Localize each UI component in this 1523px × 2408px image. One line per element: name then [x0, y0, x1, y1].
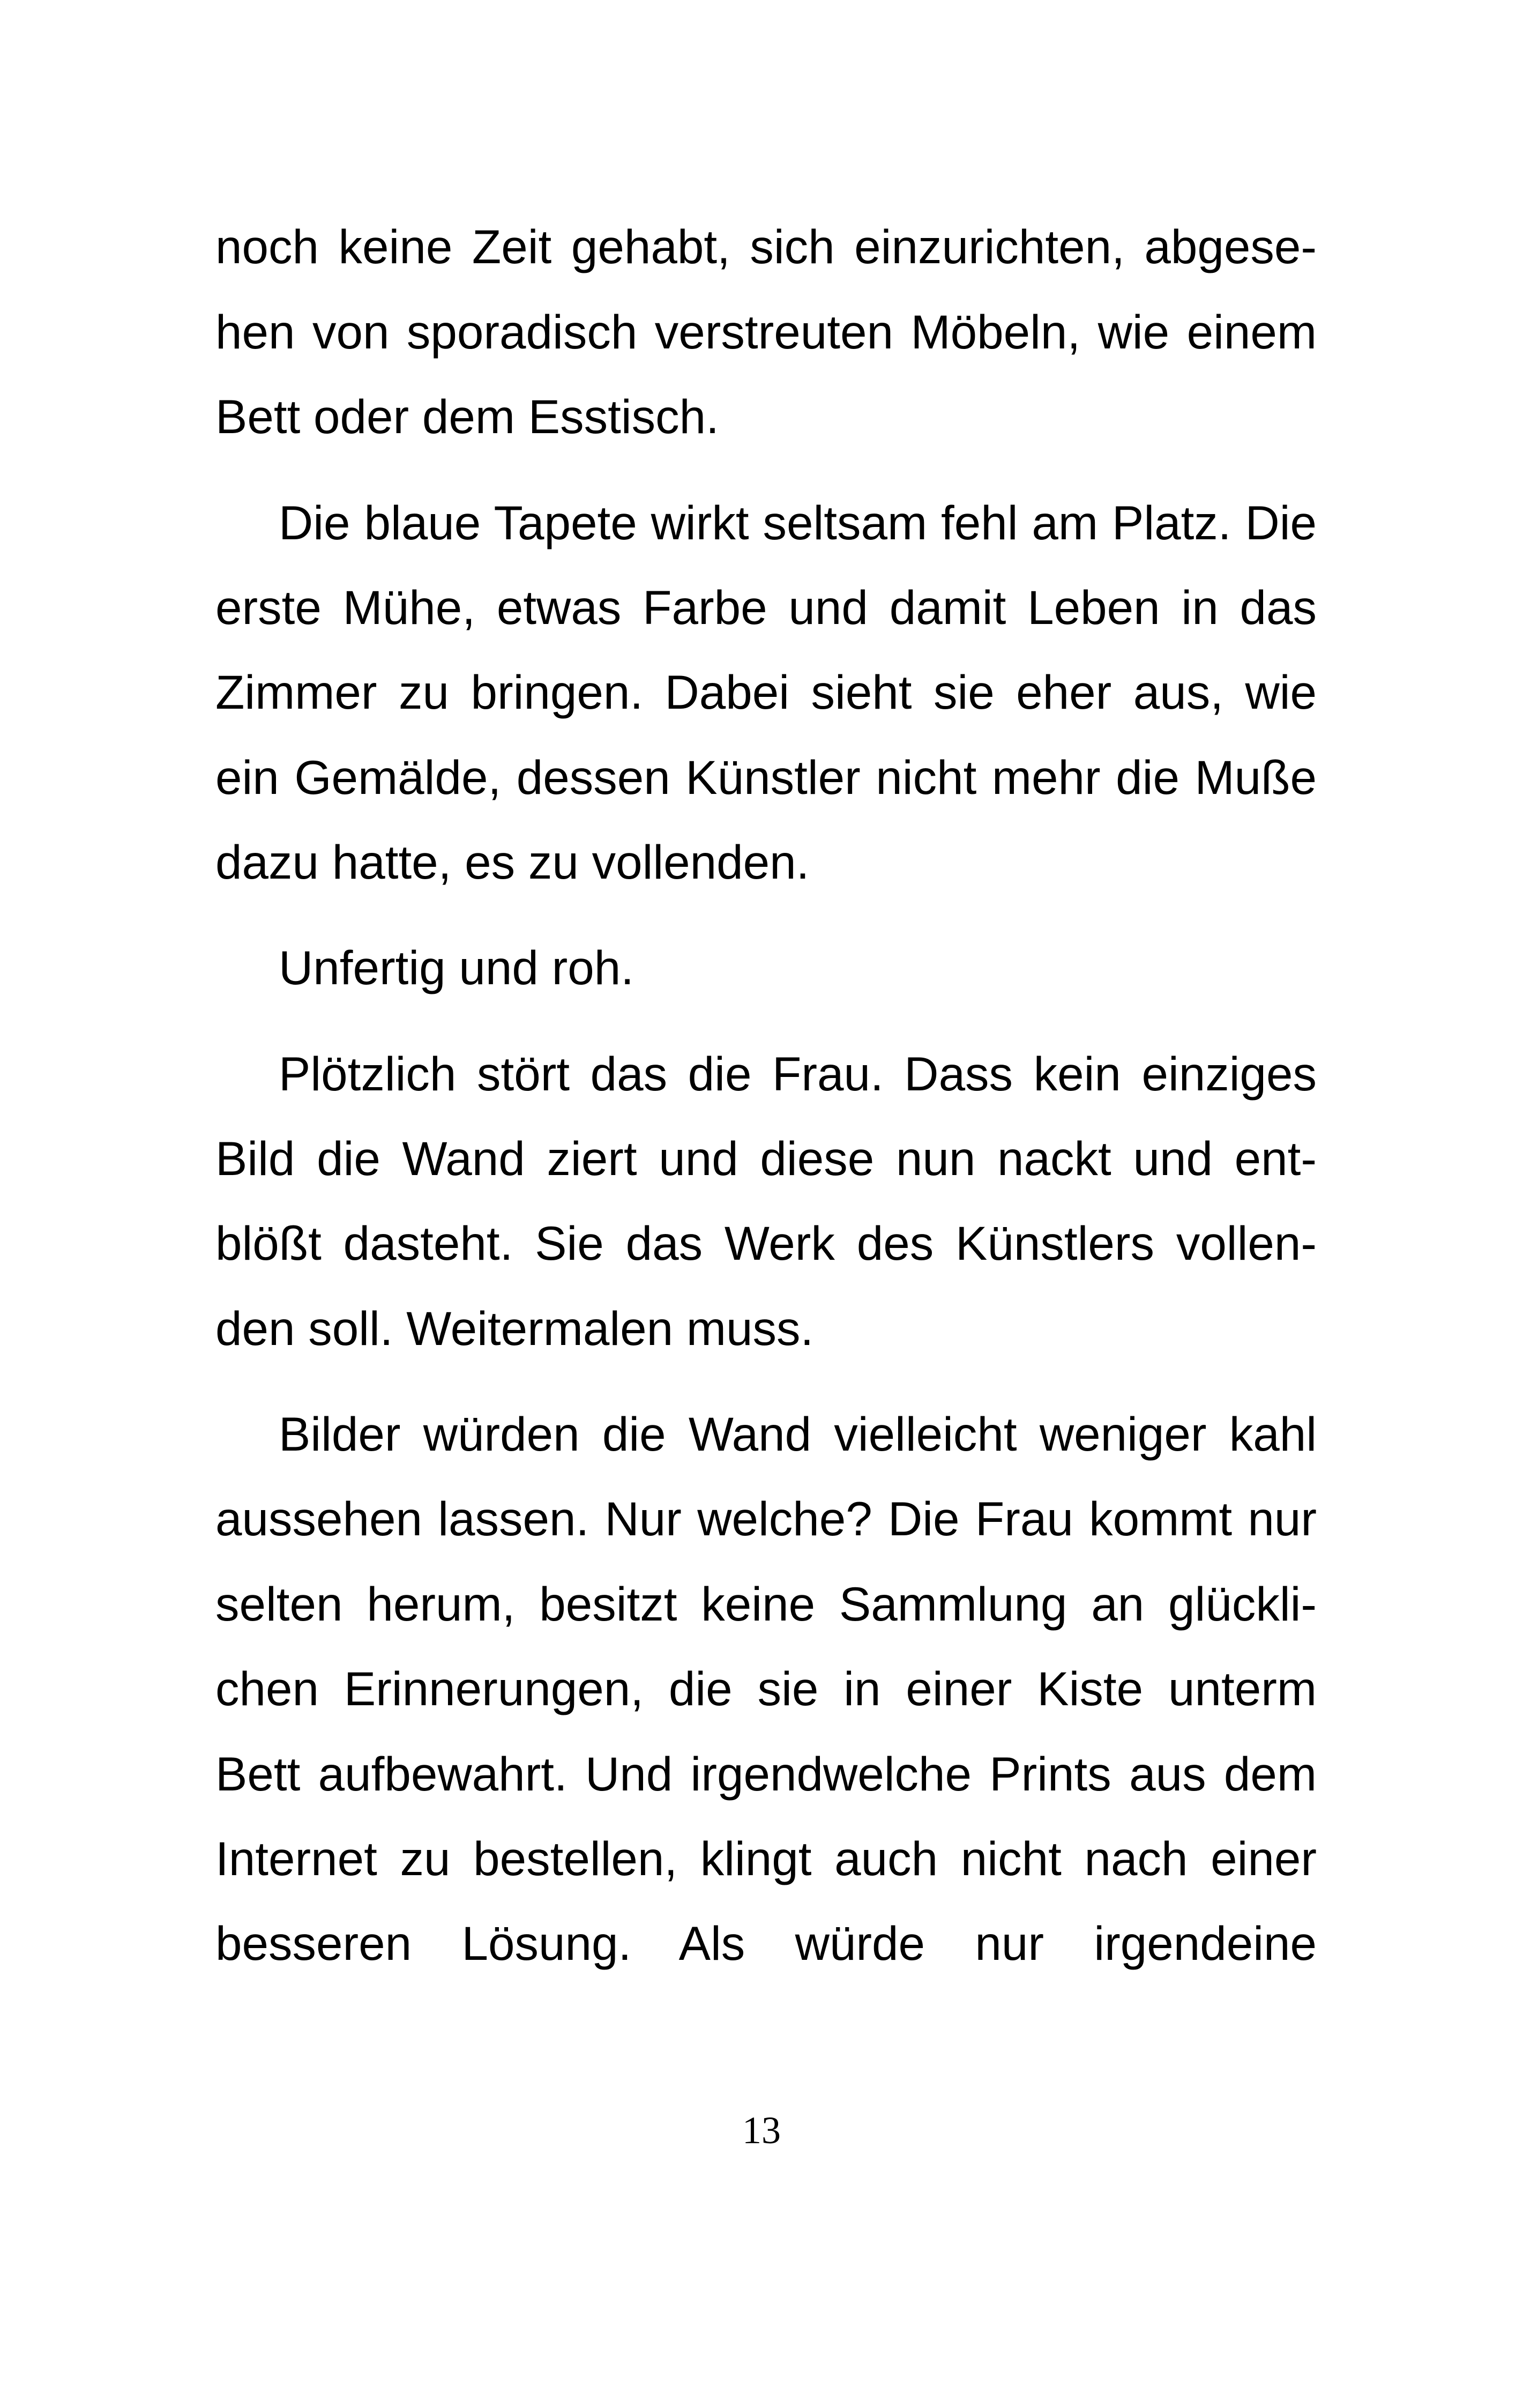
- text-line: besseren Lösung. Als würde nur irgendeine: [215, 1916, 1317, 1970]
- text-line: aussehen lassen. Nur welche? Die Frau kommt nur: [215, 1492, 1317, 1545]
- text-line: Bett oder dem Esstisch.: [215, 390, 719, 443]
- text-line: selten herum, besitzt keine Sammlung an glückli-: [215, 1577, 1317, 1631]
- text-line: Bett aufbewahrt. Und irgendwelche Prints aus dem: [215, 1747, 1317, 1801]
- page-number: 13: [742, 2109, 781, 2152]
- text-line: ein Gemälde, dessen Künstler nicht mehr die Muße: [215, 750, 1317, 804]
- text-line: hen von sporadisch verstreuten Möbeln, wie einem: [215, 305, 1317, 359]
- text-line: Plötzlich stört das die Frau. Dass kein einziges: [279, 1047, 1317, 1101]
- text-line: noch keine Zeit gehabt, sich einzurichten, abgese-: [215, 220, 1317, 273]
- text-line: Bild die Wand ziert und diese nun nackt und ent-: [215, 1132, 1317, 1185]
- text-line: chen Erinnerungen, die sie in einer Kiste unterm: [215, 1662, 1317, 1715]
- text-line: Zimmer zu bringen. Dabei sieht sie eher aus, wie: [215, 665, 1317, 719]
- text-line: dazu hatte, es zu vollenden.: [215, 835, 810, 889]
- text-line: den soll. Weitermalen muss.: [215, 1302, 814, 1355]
- text-line: Internet zu bestellen, klingt auch nicht nach einer: [215, 1832, 1317, 1885]
- text-line: blößt dasteht. Sie das Werk des Künstlers vollen-: [215, 1216, 1317, 1270]
- text-line: erste Mühe, etwas Farbe und damit Leben in das: [215, 581, 1317, 634]
- text-line: Unfertig und roh.: [279, 941, 634, 994]
- text-line: Bilder würden die Wand vielleicht weniger kahl: [279, 1407, 1317, 1461]
- text-line: Die blaue Tapete wirkt seltsam fehl am Platz. Die: [279, 496, 1317, 549]
